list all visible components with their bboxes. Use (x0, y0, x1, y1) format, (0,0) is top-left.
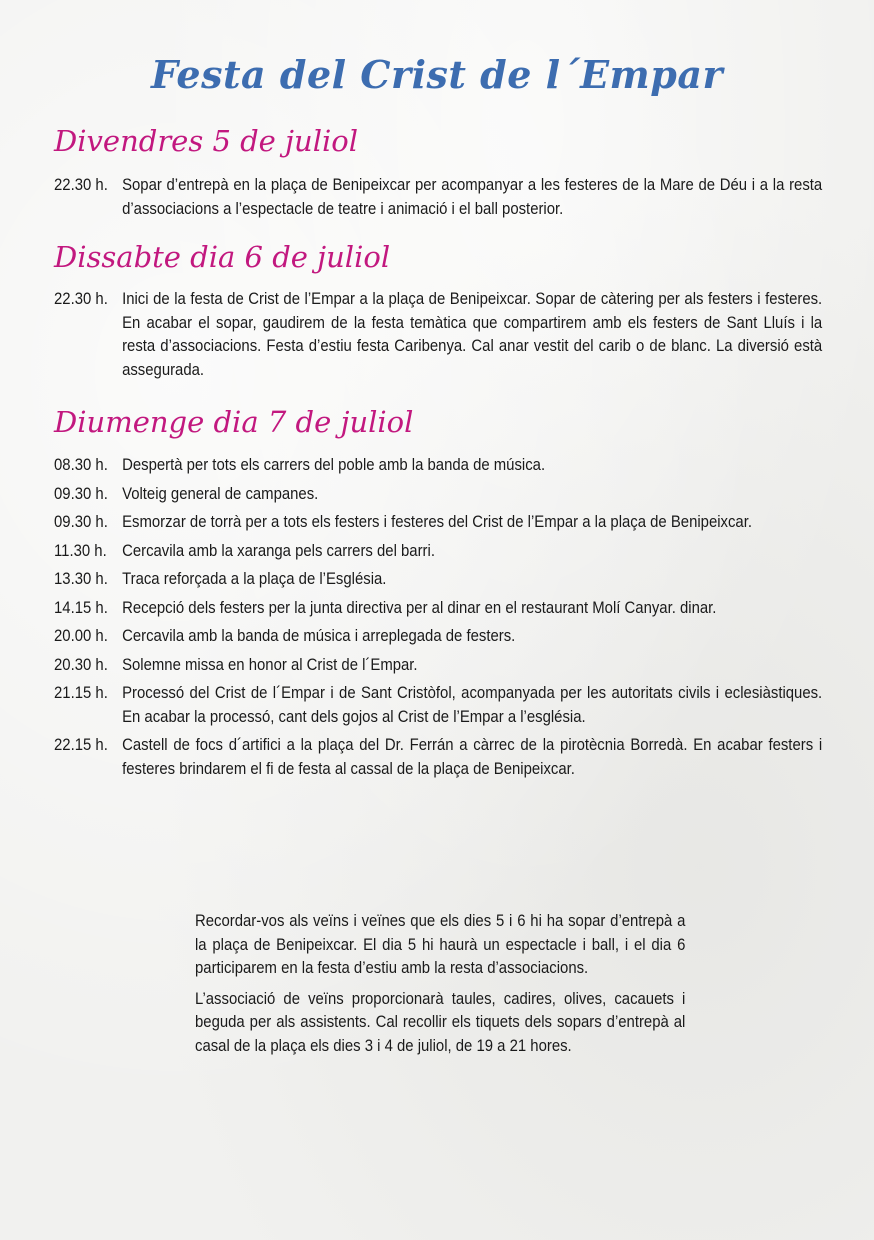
entry-time: 13.30 h. (54, 570, 108, 588)
entry-text: Despertà per tots els carrers del poble amb la banda de música. (122, 456, 546, 474)
page-title: Festa del Crist de l´Empar (151, 52, 723, 97)
schedule-entry (54, 511, 822, 535)
entry-time: 11.30 h. (54, 541, 107, 560)
schedule-entry (54, 288, 822, 382)
entry-text: Esmorzar de torrà per a tots els festers i festeres del Crist de l’Empar a la plaça de Benipeixcar. (122, 513, 752, 531)
entry-time: 22.30 h. (54, 290, 108, 308)
entry-time: 09.30 h. (54, 484, 108, 503)
entry-text: Cercavila amb la banda de música i arreplegada de festers. (122, 627, 516, 645)
entry-text: Cercavila amb la xaranga pels carrers del barri. (122, 541, 435, 560)
entry-text: Castell de focs d´artifici a la plaça del Dr. Ferrán a càrrec de la pirotècnia Borredà. En acabar festers i festeres brindarem el fi de festa al cassal de la plaça de Benipeixcar. (122, 736, 823, 778)
entry-time: 20.00 h. (54, 627, 108, 645)
schedule-entry (54, 625, 822, 649)
entry-text: Recepció dels festers per la junta directiva per al dinar en el restaurant Molí Canyar. dinar. (122, 598, 717, 617)
entry-text: Sopar d’entrepà en la plaça de Benipeixcar per acompanyar a les festeres de la Mare de Déu i a la resta d’associacions a l’espectacle de teatre i animació i el ball posterior. (122, 176, 823, 218)
schedule-sunday (54, 454, 822, 786)
entry-text: Traca reforçada a la plaça de l’Església. (122, 570, 387, 588)
reminder-note (195, 910, 685, 1065)
entry-time: 22.30 h. (54, 176, 108, 194)
schedule-entry (54, 174, 822, 221)
schedule-entry (54, 597, 822, 621)
schedule-entry (54, 483, 822, 507)
entry-time: 20.30 h. (54, 655, 108, 674)
entry-time: 08.30 h. (54, 456, 108, 474)
schedule-entry (54, 682, 822, 729)
schedule-entry (54, 568, 822, 592)
entry-time: 22.15 h. (54, 736, 108, 754)
day-heading-saturday: Dissabte dia 6 de juliol (54, 240, 391, 274)
entry-time: 14.15 h. (54, 598, 108, 617)
entry-time: 21.15 h. (54, 684, 108, 702)
entry-text: Processó del Crist de l´Empar i de Sant Cristòfol, acompanyada per les autoritats civils i eclesiàstiques. En acabar la processó, cant dels gojos al Crist de l’Empar a l’església. (122, 684, 823, 726)
entry-text: Volteig general de campanes. (122, 484, 319, 503)
schedule-entry (54, 540, 822, 564)
entry-text: Inici de la festa de Crist de l’Empar a la plaça de Benipeixcar. Sopar de càtering per als festers i festeres. En acabar el sopar, gaudirem de la festa temàtica que compartirem amb els festers de Sant Lluís i la resta d’associacions. Festa d’estiu festa Caribenya. Cal anar vestit del carib o de blanc. La diversió està assegurada. (122, 290, 823, 379)
schedule-entry (54, 654, 822, 678)
entry-text: Solemne missa en honor al Crist de l´Empar. (122, 655, 418, 674)
schedule-saturday (54, 288, 822, 387)
day-heading-friday: Divendres 5 de juliol (54, 124, 359, 158)
entry-time: 09.30 h. (54, 513, 108, 531)
note-paragraph: Recordar-vos als veïns i veïnes que els dies 5 i 6 hi ha sopar d’entrepà a la plaça de Benipeixcar. El dia 5 hi haurà un espectacle i ball, i el dia 6 participarem en la festa d’estiu amb la resta d’associacions. (195, 912, 686, 977)
note-paragraph: L’associació de veïns proporcionarà taules, cadires, olives, cacauets i beguda per als assistents. Cal recollir els tiquets dels sopars d’entrepà al casal de la plaça els dies 3 i 4 de juliol, de 19 a 21 hores. (195, 989, 686, 1055)
schedule-entry (54, 454, 822, 478)
schedule-entry (54, 734, 822, 781)
schedule-friday (54, 174, 822, 226)
day-heading-sunday: Diumenge dia 7 de juliol (54, 405, 414, 439)
